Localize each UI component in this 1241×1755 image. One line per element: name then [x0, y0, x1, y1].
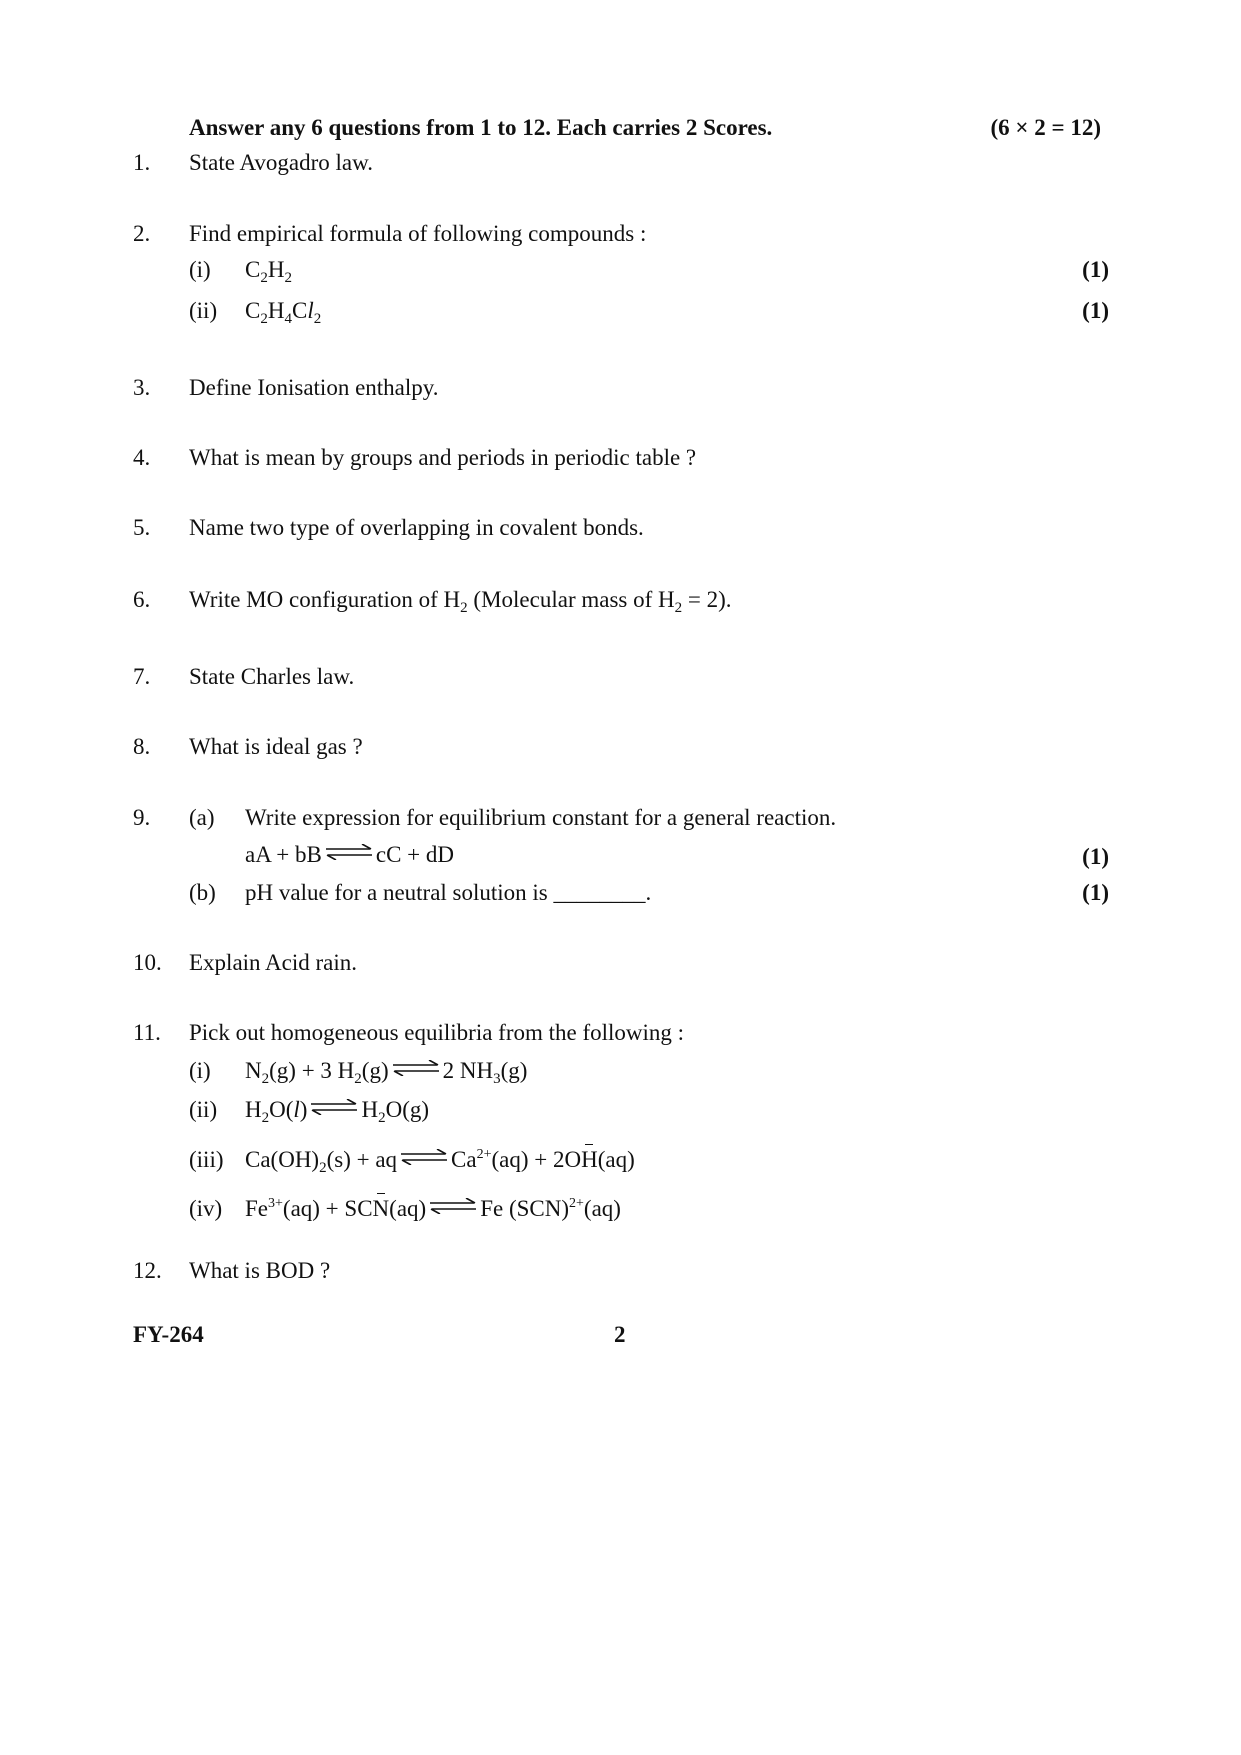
reaction-equation: $Fe^{3+}(aq) + SCN(aq)$ Fe (SCN)$^{2+}$(aq) [245, 1196, 621, 1221]
question-number: 4. [133, 445, 151, 470]
part-label: (ii) [189, 298, 218, 323]
part-marks: (1) [1082, 880, 1109, 905]
question-text: State Avogadro law. [189, 150, 373, 175]
question-number: 7. [133, 664, 151, 689]
question-number: 5. [133, 515, 151, 540]
question-number: 11. [133, 1020, 161, 1045]
part-label: (iv) [189, 1196, 223, 1221]
question-text: Pick out homogeneous equilibria from the following : [189, 1020, 685, 1045]
part-label: (ii) [189, 1097, 218, 1122]
chemical-formula: $C_2H_4Cl_2$ [245, 298, 322, 327]
question-text: Name two type of overlapping in covalent bonds. [189, 515, 644, 540]
reaction-equation: aA + bB cC + dD [245, 842, 455, 867]
question-number: 8. [133, 734, 151, 759]
reaction-equation: $Ca(OH)_2(s)$ + aq $Ca^{2+}(aq) + 2OH(aq)$ [245, 1147, 635, 1176]
equilibrium-arrow-icon [324, 844, 374, 860]
paper-code: FY-264 [133, 1322, 204, 1347]
question-number: 12. [133, 1258, 162, 1283]
equilibrium-arrow-icon [399, 1149, 449, 1165]
chemical-formula: $C_2H_2$ [245, 257, 292, 286]
equilibrium-arrow-icon [391, 1060, 441, 1076]
question-number: 10. [133, 950, 162, 975]
part-label: (i) [189, 257, 211, 282]
question-number: 6. [133, 587, 151, 612]
question-text: State Charles law. [189, 664, 355, 689]
question-number: 3. [133, 375, 151, 400]
question-number: 1. [133, 150, 151, 175]
question-text: What is ideal gas ? [189, 734, 363, 759]
part-text: Write expression for equilibrium constant for a general reaction. [245, 805, 837, 830]
question-text: Find empirical formula of following compounds : [189, 221, 647, 246]
part-label: (i) [189, 1058, 211, 1083]
page-number: 2 [614, 1322, 626, 1347]
part-label: (a) [189, 805, 215, 830]
part-label: (b) [189, 880, 216, 905]
reaction-equation: $N_2(g) + 3$ $H_2(g)$ 2 $NH_3(g)$ [245, 1058, 528, 1087]
part-marks: (1) [1082, 844, 1109, 869]
equilibrium-arrow-icon [428, 1198, 478, 1214]
question-text: Write MO configuration of $H_2$ (Molecular mass of $H_2 = 2$). [189, 587, 732, 616]
part-label: (iii) [189, 1147, 224, 1172]
equilibrium-arrow-icon [309, 1099, 359, 1115]
part-text: pH value for a neutral solution is ________. [245, 880, 652, 905]
question-text: What is mean by groups and periods in periodic table ? [189, 445, 697, 470]
question-number: 2. [133, 221, 151, 246]
question-text: Define Ionisation enthalpy. [189, 375, 439, 400]
section-scores: (6 × 2 = 12) [990, 115, 1101, 140]
question-text: What is BOD ? [189, 1258, 331, 1283]
question-number: 9. [133, 805, 151, 830]
section-instruction: Answer any 6 questions from 1 to 12. Each carries 2 Scores. [189, 115, 773, 140]
part-marks: (1) [1082, 298, 1109, 323]
reaction-equation: $H_2O(l)$ $H_2O(g)$ [245, 1097, 430, 1126]
part-marks: (1) [1082, 257, 1109, 282]
question-text: Explain Acid rain. [189, 950, 357, 975]
